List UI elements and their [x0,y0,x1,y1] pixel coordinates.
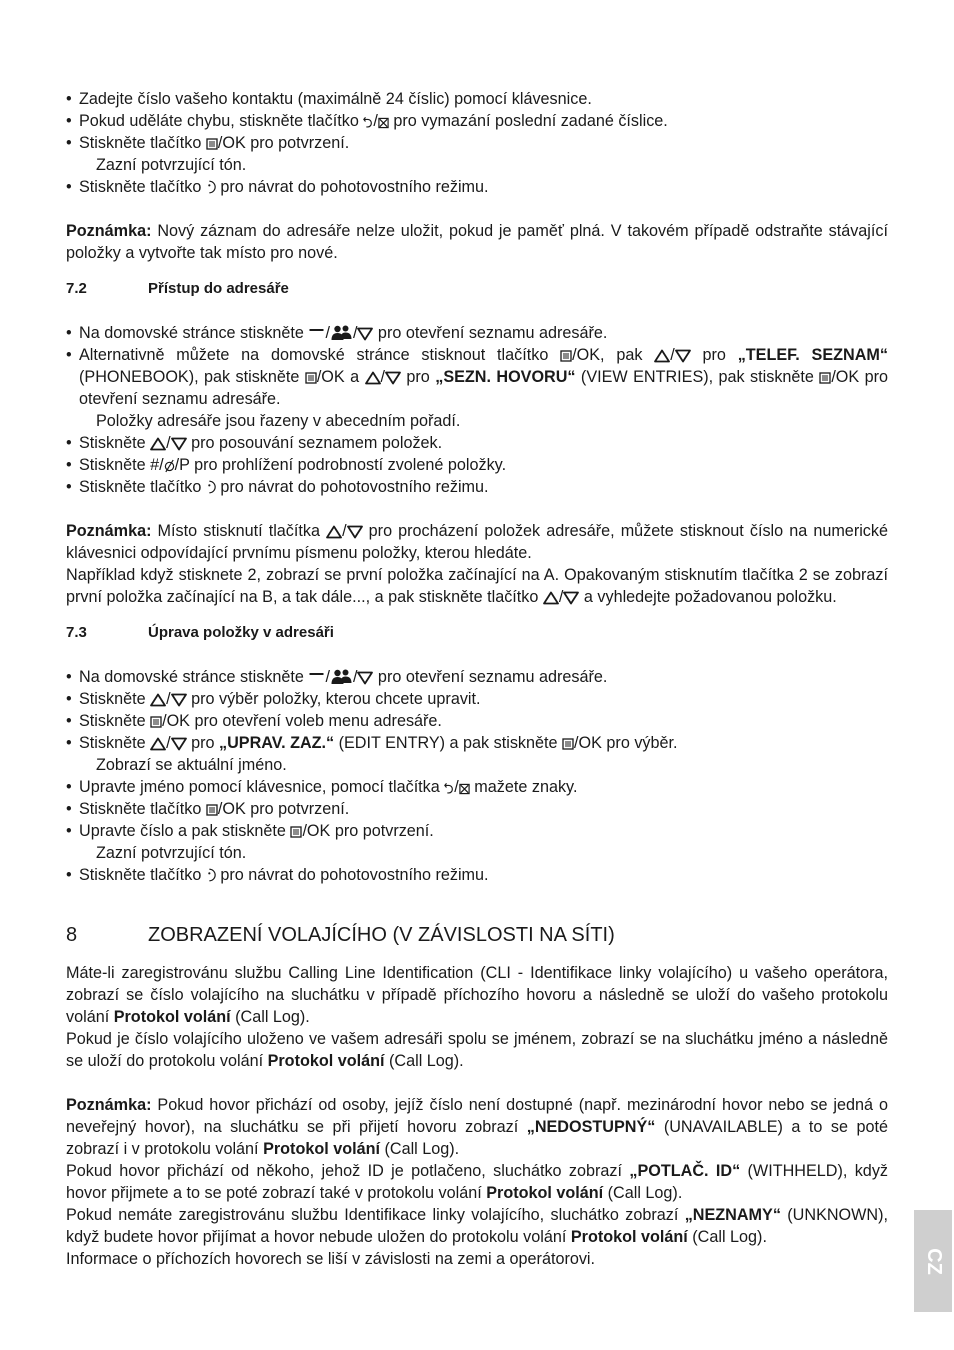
note-withheld: Pokud hovor přichází od někoho, jehož ID je potlačeno, sluchátko zobrazí „POTLAČ. ID“ (WITHHELD), když hovor přijmete a to se poté zobrazí také v protokolu volání Protokol volání (Call Log). [66,1162,889,1202]
p-key-label: P [179,456,190,474]
up-arrow-icon [543,591,559,605]
contacts-icon [330,325,353,341]
down-arrow-icon [675,349,691,363]
menu-icon [562,737,574,751]
section-7-3-heading: 7.3 Úprava položky v adresáři [66,624,334,641]
delete-icon [459,783,470,795]
end-call-icon [206,867,216,883]
up-arrow-icon [365,371,381,385]
up-arrow-icon [654,349,670,363]
up-arrow-icon [150,737,166,751]
contacts-icon [330,669,353,685]
language-tab: CZ [914,1210,952,1312]
section-8-heading: 8 ZOBRAZENÍ VOLAJÍCÍHO (V ZÁVISLOSTI NA SÍTI) [66,924,615,946]
note-memory-full: Poznámka: Nový záznam do adresáře nelze uložit, pokud je paměť plná. V takovém případě odstraňte stávající položky a vytvořte tak místo pro nové. [66,222,888,262]
back-icon [444,780,454,795]
down-arrow-icon [357,671,373,685]
menu-icon [560,349,572,363]
empty-set-icon [164,458,175,473]
down-arrow-icon [171,737,187,751]
menu-icon [150,715,162,729]
back-icon [363,114,373,129]
hash-key-label: #/ [150,456,164,474]
down-arrow-icon [171,437,187,451]
cli-name-paragraph: Pokud je číslo volajícího uloženo ve vašem adresáři spolu se jménem, zobrazí se na sluchátku jméno a následně se uloží do protokolu volání Protokol volání (Call Log). [66,1030,888,1070]
note-search-example: Například když stisknete 2, zobrazí se první položka začínající na A. Opakovaným stisknutím tlačítka 2 se zobrazí první položka začínající na B, a tak dále..., a pak stiskněte tlačítko / a vyhledejte požadovanou položku. [66,566,888,606]
note-unavailable: Poznámka: Pokud hovor přichází od osoby, jejíž číslo není dostupné (např. mezinárodní hovor nebo se jedná o neveřejný hovor), na sluchátku se při přijetí hovoru zobrazí „NEDOSTUPNÝ“ (UNAVAILABLE) a to se poté zobrazí i v protokolu volání Protokol volání (Call Log). [66,1096,888,1158]
up-arrow-icon [150,437,166,451]
note-unknown: Pokud nemáte zaregistrovánu službu Identifikace linky volajícího, sluchátko zobrazí „NEZNAMY“ (UNKNOWN), když budete hovor přijímat a hovor nebude uložen do protokolu volání Protokol volání (Call Log). [66,1206,888,1246]
sort-note: Položky adresáře jsou řazeny v abecedním pořadí. [96,412,461,430]
menu-icon [290,825,302,839]
down-arrow-icon [171,693,187,707]
tone-note: Zazní potvrzující tón. [96,156,247,174]
menu-icon [206,137,218,151]
section-7-2-heading: 7.2 Přístup do adresáře [66,280,289,297]
down-arrow-icon [385,371,401,385]
up-arrow-icon [150,693,166,707]
menu-icon [206,803,218,817]
menu-icon [305,371,317,385]
cli-paragraph: Máte-li zaregistrovánu službu Calling Line Identification (CLI - Identifikace linky volajícího) u vašeho operátora, zobrazí se číslo volajícího na sluchátku v případě příchozího hovoru a následně se uloží do vašeho protokolu volání Protokol volání (Call Log). [66,964,888,1026]
down-arrow-icon [357,327,373,341]
down-arrow-icon [347,525,363,539]
note-country-info: Informace o příchozích hovorech se liší v závislosti na zemi a operátorovi. [66,1250,596,1268]
up-arrow-icon [326,525,342,539]
tone-note: Zazní potvrzující tón. [96,844,247,862]
end-call-icon [206,179,216,195]
manual-page: • Zadejte číslo vašeho kontaktu (maximálně 24 číslic) pomocí klávesnice. • Pokud uděláte chybu, stiskněte tlačítko / pro vymazání poslední zadané číslice. • Stiskněte tlačítko /OK pro potvrzení. Zazní potvrzující tón. • Stiskněte tlačítko pro návrat do pohotovostního režimu. Poznámka: Nový záznam do adresáře nelze uložit, pokud je paměť plná. V takovém případě odstraňte stávající položky a vytvořte tak místo pro nové. 7.2 Přístup do adresáře • Na domovské stránce stiskněte / / pro otevření seznamu adresáře. • Alternativně můžete na domovské stránce stisknout tlačítko /OK, pak / pro „TELEF. SEZNAM“ (PHONEBOOK), pak stiskněte /OK a / pro „SEZN. HOVORU“ (VIEW ENTRIES), pak stiskněte /OK pro otevření seznamu adresáře. Položky adresáře jsou řazeny v abecedním pořadí. • Stiskněte / pro posouvání seznamem položek. • Stiskněte #/ /P pro prohlížení podrobností zvolené položky. • Stiskněte tlačítko pro návrat do pohotovostního režimu. Poznámka: Místo stisknutí tlačítka / pro procházení položek adresáře, můžete stisknout číslo na numerické klávesnici odpovídající prvnímu písmenu položky, kterou hledáte. Například když stisknete 2, zobrazí se první položka začínající na A. Opakovaným stisknutím tlačítka 2 se zobrazí první položka začínající na B, a tak dále..., a pak stiskněte tlačítko / a vyhledejte požadovanou položku. 7.3 Úprava položky v adresáři • Na domovské stránce stiskněte / / pro otevření seznamu adresáře. • Stiskněte / pro výběr položky, kterou chcete upravit. • Stiskněte /OK pro otevření voleb menu adresáře. • Stiskněte / pro „UPRAV. ZAZ.“ (EDIT ENTRY) a pak stiskněte /OK pro výběr. Zobrazí se aktuální jméno. • Upravte jméno pomocí klávesnice, pomocí tlačítka / mažete znaky. • Stiskněte tlačítko /OK pro potvrzení. • Upravte číslo a pak stiskněte /OK pro potvrzení. Zazní potvrzující tón. • Stiskněte tlačítko pro návrat do pohotovostního režimu. 8 ZOBRAZENÍ VOLAJÍCÍHO (V ZÁVISLOSTI NA SÍTI) Máte-li zaregistrovánu službu Calling Line Identification (CLI - Identifikace linky volajícího) u vašeho operátora, zobrazí se číslo volajícího na sluchátku v případě příchozího hovoru a následně se uloží do vašeho protokolu volání Protokol volání (Call Log). Pokud je číslo volajícího uloženo ve vašem adresáři spolu se jménem, zobrazí se na sluchátku jméno a následně se uloží do protokolu volání Protokol volání (Call Log). Poznámka: Pokud hovor přichází od osoby, jejíž číslo není dostupné (např. mezinárodní hovor nebo se jedná o neveřejný hovor), na sluchátku se při přijetí hovoru zobrazí „NEDOSTUPNÝ“ (UNAVAILABLE) a to se poté zobrazí i v protokolu volání Protokol volání (Call Log). Pokud hovor přichází od někoho, jehož ID je potlačeno, sluchátko zobrazí „POTLAČ. ID“ (WITHHELD), když hovor přijmete a to se poté zobrazí také v protokolu volání Protokol volání (Call Log). Pokud nemáte zaregistrovánu službu Identifikace linky volajícího, sluchátko zobrazí „NEZNAMY“ (UNKNOWN), když budete hovor přijímat a hovor nebude uložen do protokolu volání Protokol volání (Call Log). Informace o příchozích hovorech se liší v závislosti na zemi a operátorovi. [66,90,889,1268]
end-call-icon [206,479,216,495]
dash-icon [308,325,325,341]
dash-icon [308,669,325,685]
down-arrow-icon [563,591,579,605]
menu-icon [819,371,831,385]
current-name-note: Zobrazí se aktuální jméno. [96,756,287,774]
delete-icon [378,117,389,129]
note-search: Poznámka: Místo stisknutí tlačítka / pro procházení položek adresáře, můžete stisknout číslo na numerické klávesnici odpovídající prvnímu písmenu položky, kterou hledáte. [66,522,888,562]
